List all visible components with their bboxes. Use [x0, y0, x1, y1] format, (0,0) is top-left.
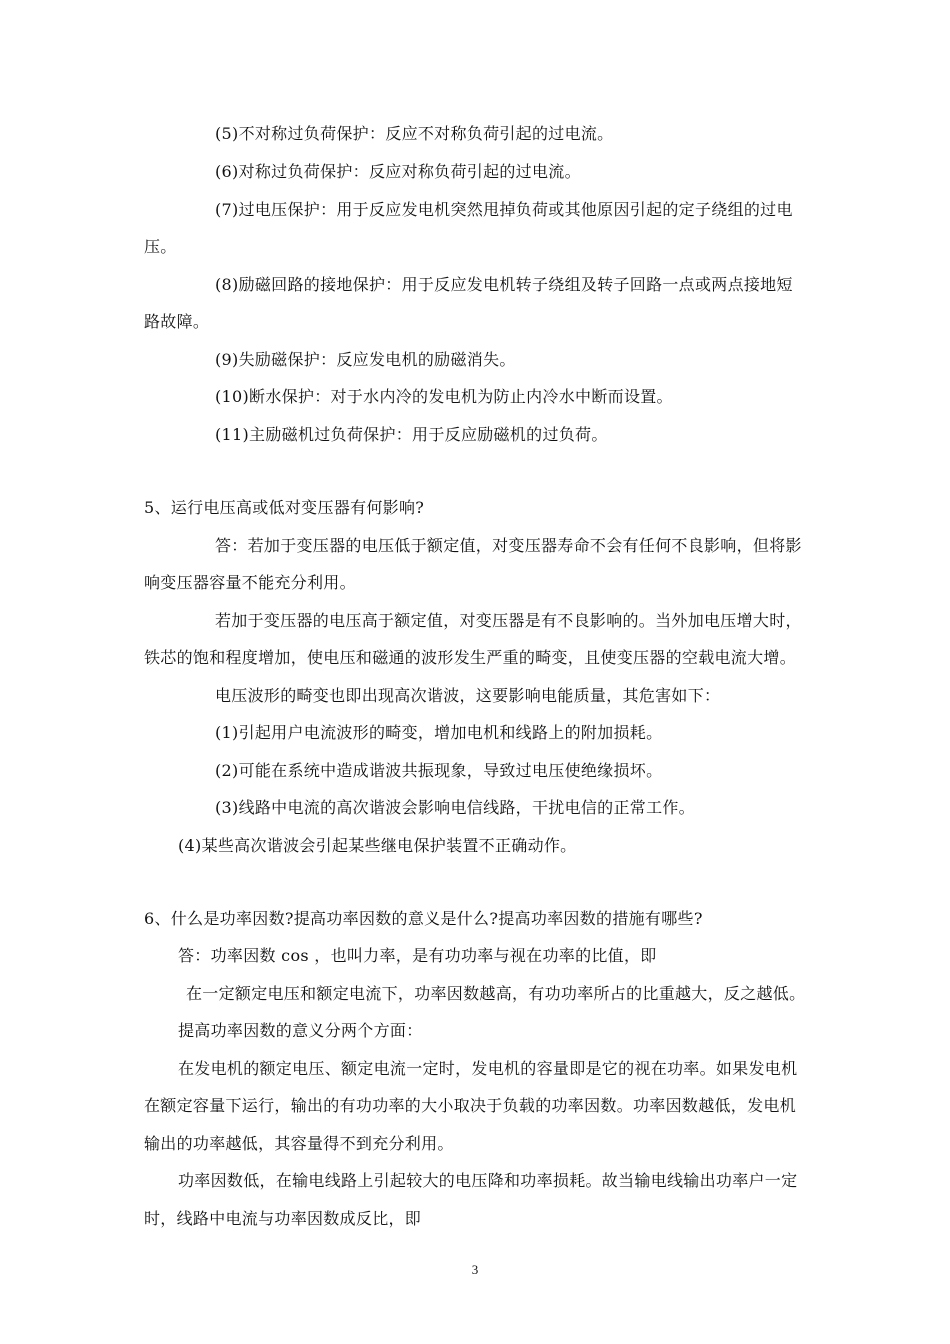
- text-line: 在发电机的额定电压、额定电流一定时，发电机的容量即是它的视在功率。如果发电机: [178, 1059, 798, 1078]
- question-heading: 6、什么是功率因数?提高功率因数的意义是什么?提高功率因数的措施有哪些?: [144, 909, 703, 928]
- text-line: (5)不对称过负荷保护：反应不对称负荷引起的过电流。: [215, 124, 614, 143]
- text-line: 答：功率因数 cos ，也叫力率，是有功功率与视在功率的比值，即: [178, 946, 657, 965]
- text-line: (10)断水保护：对于水内冷的发电机为防止内冷水中断而设置。: [215, 387, 673, 406]
- text-line: (4)某些高次谐波会引起某些继电保护装置不正确动作。: [178, 836, 577, 855]
- question-heading: 5、运行电压高或低对变压器有何影响?: [144, 498, 425, 517]
- text-line: 若加于变压器的电压高于额定值，对变压器是有不良影响的。当外加电压增大时，: [215, 611, 802, 630]
- text-line: (11)主励磁机过负荷保护：用于反应励磁机的过负荷。: [215, 425, 608, 444]
- text-line: 功率因数低，在输电线路上引起较大的电压降和功率损耗。故当输电线输出功率户一定: [178, 1171, 798, 1190]
- text-line: (3)线路中电流的高次谐波会影响电信线路，干扰电信的正常工作。: [215, 798, 695, 817]
- text-line: (7)过电压保护：用于反应发电机突然甩掉负荷或其他原因引起的定子绕组的过电: [215, 200, 793, 219]
- text-line: (6)对称过负荷保护：反应对称负荷引起的过电流。: [215, 162, 581, 181]
- text-line: 时，线路中电流与功率因数成反比，即: [144, 1209, 422, 1228]
- text-line: 响变压器容量不能充分利用。: [144, 573, 356, 592]
- text-line: (9)失励磁保护：反应发电机的励磁消失。: [215, 350, 516, 369]
- text-line: (2)可能在系统中造成谐波共振现象，导致过电压使绝缘损坏。: [215, 761, 663, 780]
- text-line: 答：若加于变压器的电压低于额定值，对变压器寿命不会有任何不良影响，但将影: [215, 536, 802, 555]
- text-line: 提高功率因数的意义分两个方面：: [178, 1021, 423, 1040]
- text-line: 输出的功率越低，其容量得不到充分利用。: [144, 1134, 454, 1153]
- page-number: 3: [471, 1262, 479, 1277]
- text-line: (8)励磁回路的接地保护：用于反应发电机转子绕组及转子回路一点或两点接地短: [215, 275, 793, 294]
- text-line: 在一定额定电压和额定电流下，功率因数越高，有功功率所占的比重越大，反之越低。: [186, 984, 806, 1003]
- text-line: 在额定容量下运行，输出的有功功率的大小取决于负载的功率因数。功率因数越低，发电机: [144, 1096, 797, 1115]
- text-line: 压。: [144, 237, 177, 256]
- text-line: 铁芯的饱和程度增加，使电压和磁通的波形发生严重的畸变，且使变压器的空载电流大增。: [144, 648, 797, 667]
- text-line: (1)引起用户电流波形的畸变，增加电机和线路上的附加损耗。: [215, 723, 663, 742]
- text-line: 路故障。: [144, 312, 210, 331]
- text-line: 电压波形的畸变也即出现高次谐波，这要影响电能质量，其危害如下：: [215, 686, 721, 705]
